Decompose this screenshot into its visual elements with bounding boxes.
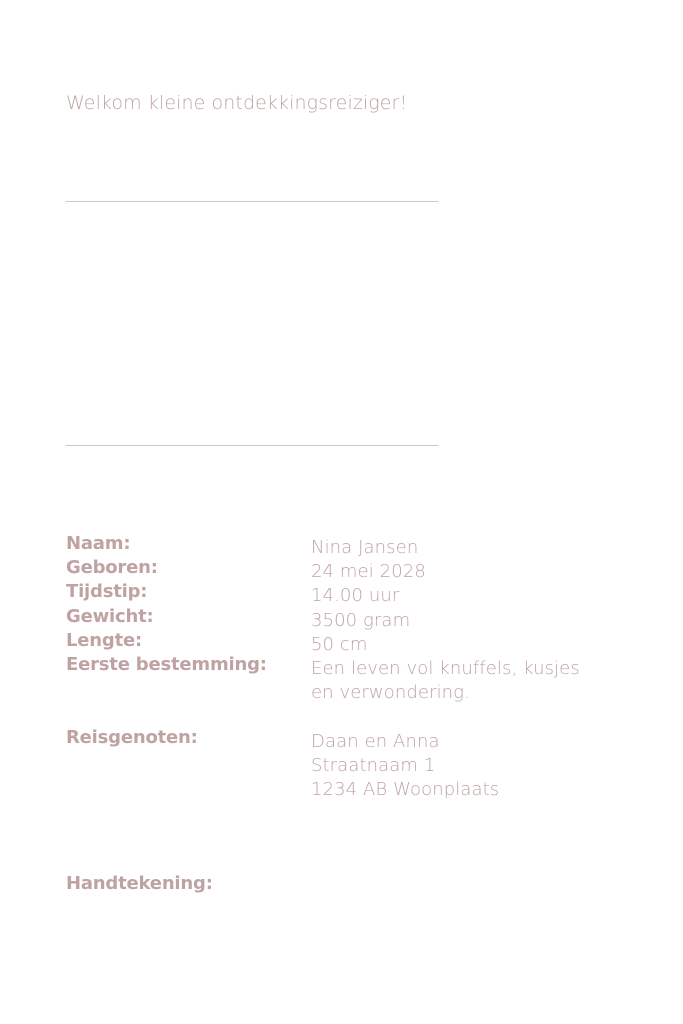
travel-companions-values bbox=[311, 730, 499, 803]
time-label: Tijdstip: bbox=[66, 581, 148, 603]
destination-label: Eerste bestemming: bbox=[66, 654, 267, 676]
companion-names: Daan en Anna bbox=[311, 731, 440, 752]
companion-street: Straatnaam 1 bbox=[311, 755, 436, 777]
details-labels bbox=[66, 532, 267, 677]
name-value: Nina Jansen bbox=[311, 537, 419, 558]
bottom-divider bbox=[66, 445, 438, 446]
signature-label: Handtekening: bbox=[66, 873, 213, 894]
born-value: 24 mei 2028 bbox=[311, 561, 426, 583]
destination-value-line2: en verwondering. bbox=[311, 682, 470, 704]
name-label: Naam: bbox=[66, 533, 131, 554]
travel-companions-label: Reisgenoten: bbox=[66, 727, 198, 748]
weight-label: Gewicht: bbox=[66, 605, 154, 627]
companion-city: 1234 AB Woonplaats bbox=[311, 779, 500, 801]
weight-value: 3500 gram bbox=[311, 609, 411, 631]
born-label: Geboren: bbox=[66, 557, 158, 579]
destination-value-line1: Een leven vol knuffels, kusjes bbox=[311, 658, 580, 680]
length-value: 50 cm bbox=[311, 633, 368, 655]
time-value: 14.00 uur bbox=[311, 585, 400, 607]
greeting-title: Welkom kleine ontdekkingsreiziger! bbox=[66, 92, 408, 114]
length-label: Lengte: bbox=[66, 629, 142, 651]
details-values bbox=[311, 536, 580, 705]
top-divider bbox=[66, 201, 438, 202]
